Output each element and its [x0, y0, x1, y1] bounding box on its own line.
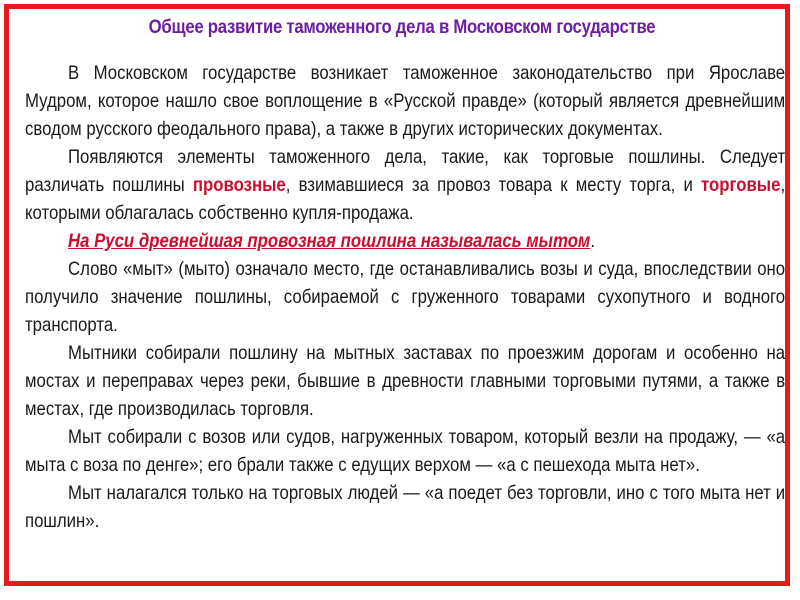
- paragraph-1: В Московском государстве возникает таможенное законодательство при Ярославе Мудром, которое нашло свое воплощение в «Русской правде» (который является древнейшим сводом русского феодального права), а также в других исторических документах.: [25, 62, 786, 140]
- paragraph-3-period: .: [590, 230, 596, 252]
- paragraph-4: Слово «мыт» (мыто) означало место, где останавливались возы и суда, впоследствии оно получило значение пошлины, собираемой с груженного товарами сухопутного и водного транспорта.: [25, 258, 786, 336]
- paragraph-5: Мытники собирали пошлину на мытных заставах по проезжим дорогам и особенно на мостах и переправах через реки, бывшие в древности главными торговыми путями, а также в местах, где производилась торговля.: [25, 342, 786, 420]
- paragraph-2-text-mid: , взимавшиеся за провоз товара к месту торга, и: [285, 174, 702, 196]
- slide-frame: [4, 4, 790, 586]
- slide-title: Общее развитие таможенного дела в Московском государстве: [148, 17, 656, 38]
- paragraph-3: [25, 227, 785, 255]
- paragraph-2-text-start: Появляются элементы таможенного дела, такие, как торговые пошлины. Следует различать пошлины: [25, 146, 786, 196]
- paragraph-2-text-end: , которыми облагалась собственно купля-продажа.: [25, 174, 786, 224]
- emphasis-myt-definition: На Руси древнейшая провозная пошлина называлась мытом: [68, 230, 591, 252]
- paragraph-2: [25, 143, 785, 227]
- highlight-provoznye: провозные: [192, 174, 286, 196]
- highlight-torgovye: торговые: [701, 174, 781, 196]
- slide-body: [25, 59, 785, 535]
- paragraph-6: Мыт собирали с возов или судов, нагруженных товаром, который везли на продажу, — «а мыта с воза по денге»; его брали также с едущих верхом — «а с пешехода мыта нет».: [25, 426, 786, 476]
- paragraph-7: Мыт налагался только на торговых людей — «а поедет без торговли, ино с того мыта нет и пошлин».: [25, 482, 786, 532]
